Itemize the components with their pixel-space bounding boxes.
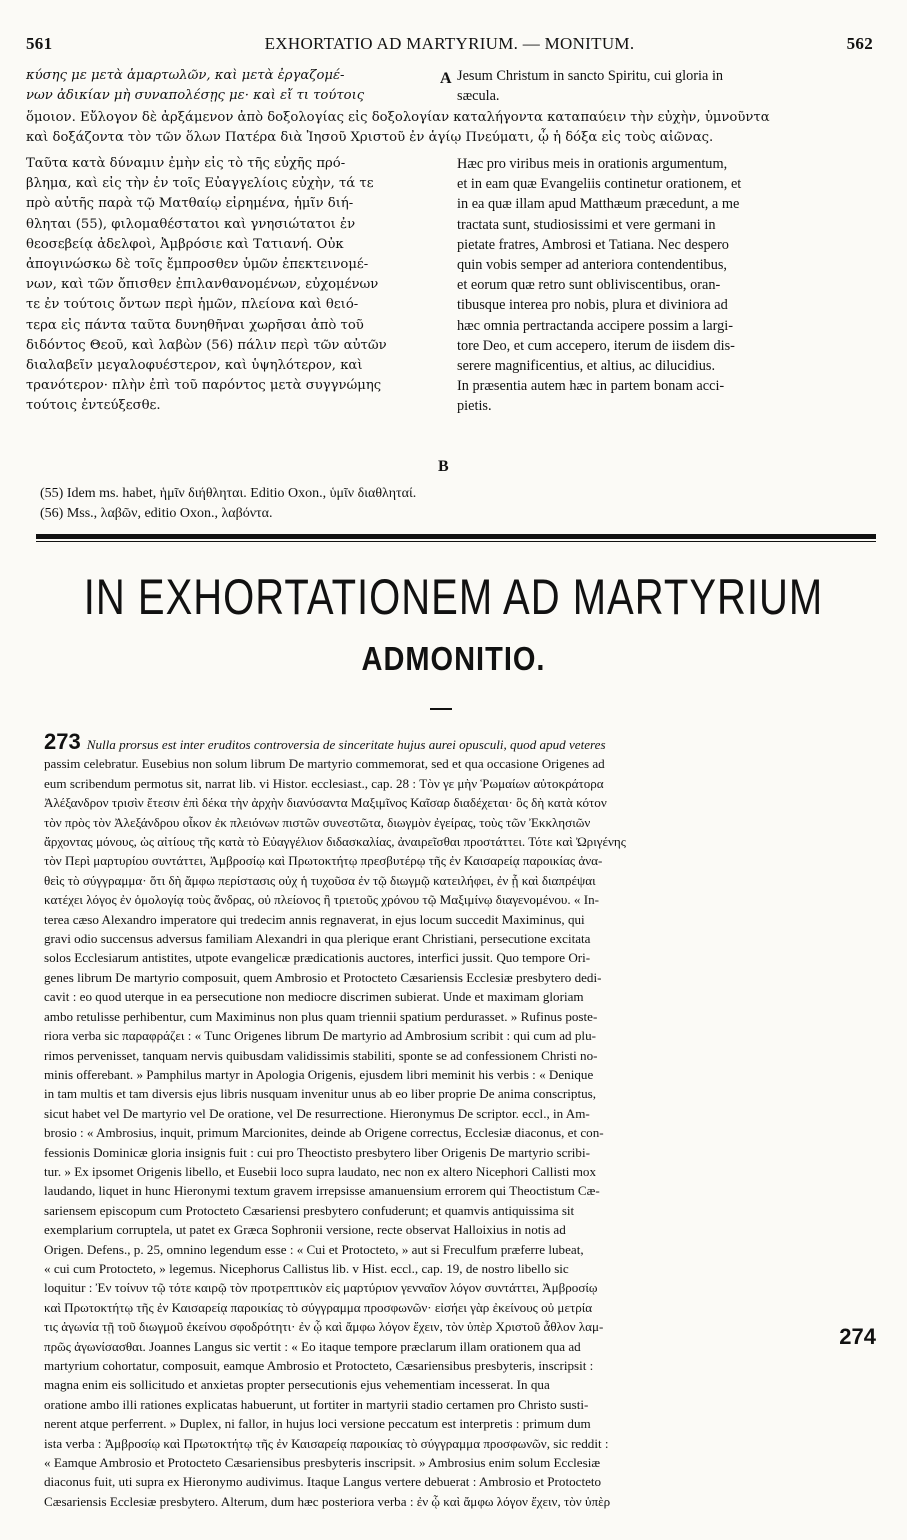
text-line: διαλαβεῖν μεγαλοφυέστερον, καὶ ὑψηλότερον, καὶ (26, 358, 363, 374)
title-dash (430, 708, 452, 710)
text-line: θληται (55), φιλομαθέστατοι καὶ γνησιώτατοι ἐν (26, 216, 356, 232)
text-line: quin vobis semper ad anteriora contendentibus, (457, 257, 727, 274)
text-line: Jesum Christum in sancto Spiritu, cui gloria in (457, 68, 724, 84)
text-line: laudando, liquet in hunc Hieronymi textum gravem irrepsisse amanuensium errorem qui Theoctistum Cæ- (44, 1183, 600, 1199)
running-title: EXHORTATIO AD MARTYRIUM. — MONITUM. (264, 34, 635, 53)
text-line: serere magnificentius, et altius, ac dilucidius. (457, 358, 716, 375)
text-line: sæcula. (457, 88, 500, 105)
text-line: magna enim eis sollicitudo et anxietas propter persecutionis ejus vehementiam incesserat. In qua (44, 1377, 550, 1393)
page-marker-273: 273 (44, 732, 81, 754)
text-line: riora verba sic παραφράζει : « Tunc Origenes librum De martyrio ad Ambrosium scribit : qui cum ad plu- (44, 1028, 596, 1044)
text-line: καὶ δοξάζοντα τὸν τῶν ὅλων Πατέρα διὰ Ἰησοῦ Χριστοῦ ἐν ἁγίῳ Πνεύματι, ᾧ ἡ δόξα εἰς τοὺς αἰῶνας. (26, 130, 714, 146)
text-line: cavit : eo quod uterque in ea persecutione non mediocre discrimen subierat. Unde et maximam gloriam (44, 989, 584, 1005)
text-line: sariensem episcopum cum Protocteto Cæsariensi presbytero confuderunt; et quamvis antiquissima sit (44, 1202, 575, 1218)
text-line: τὸν πρὸς τὸν Ἀλεξάνδρου οἶκον ἐκ πλειόνων πιστῶν συνεστῶτα, διωγμὸν ἐγείρας, τοὺς τῶν Ἐκκλησιῶν (44, 814, 591, 830)
text-line: τούτοις ἐντεύξεσθε. (26, 398, 161, 414)
text-line: minis offerebant. » Pamphilus martyr in Apologia Origenis, ejusdem libri meminit his verbis : « Denique (44, 1066, 594, 1082)
text-line: 273 Nulla prorsus est inter eruditos controversia de sinceritate hujus aurei opusculi, quod apud veteres (44, 732, 876, 754)
text-line: θεὶς τὸ σύγγραμμα· ὅτι δὴ ἄμφω περίστασις οὐχ ἡ τυχοῦσα ἐν τῷ διωγμῷ κατειλήφει, ἐν ᾗ καὶ διαπρέψαι (44, 872, 596, 888)
text-line: gravi odio succensus adversus familiam Alexandri in qua plerique erant Christiani, persecutione excitata (44, 931, 591, 947)
text-line: tractata sunt, studiosissimi et vere germani in (457, 216, 716, 233)
text-line: tibusque interea pro nobis, plura et diviniora ad (457, 297, 728, 314)
text-line: genes librum De martyrio composuit, quem Ambrosio et Protocteto Cæsariensis Ecclesiæ presbytero dedi- (44, 969, 602, 985)
text-line: πρῶς ἀγωνίσασθαι. Joannes Langus sic vertit : « Eo itaque tempore præclarum illam orationem qua ad (44, 1338, 581, 1354)
footnotes (40, 484, 860, 524)
top-right-latin (457, 66, 876, 106)
greek-column (26, 154, 431, 417)
text-line: ἄρχοντας μόνους, ὡς αἰτίους τῆς κατὰ τὸ Εὐαγγέλιον διδασκαλίας, ἀναιρεῖσθαι προστάττει. Τότε καὶ Ὠριγένης (44, 834, 626, 850)
text-line: sicut habet vel De martyrio vel De oratione, vel De resurrectione. Hieronymus De scriptor. eccl., in Am- (44, 1105, 590, 1121)
latin-column (457, 154, 876, 417)
text-line: solos Ecclesiarum antistites, utpote evangelicæ prædicationis auctores, interfici jussit. Quo tempore Ori- (44, 950, 591, 966)
admonitio-text (44, 732, 876, 1511)
text-line: τερα εἰς πάντα ταῦτα δυνηθῆναι χωρῆσαι ἀπὸ τοῦ (26, 317, 364, 333)
text-line: νων ἀδικίαν μὴ συναπολέσῃς με· καὶ εἴ τι τούτοις (26, 88, 365, 104)
margin-marker-b: B (438, 458, 449, 475)
text-line: in ea quæ illam apud Matthæum præcedunt, a me (457, 196, 740, 213)
text-line: τε ἐν τούτοις ὄντων περὶ ἡμῶν, πλείονα καὶ θειό- (26, 297, 359, 313)
text-line: θεοσεβείᾳ ἀδελφοὶ, Ἀμβρόσιε καὶ Τατιανή. Οὐκ (26, 236, 344, 252)
text-line: « Eamque Ambrosio et Protocteto Cæsariensibus presbyteris inscripsit. » Ambrosius enim solum Ecclesiæ (44, 1455, 601, 1471)
page-number-right: 562 (846, 34, 873, 53)
text-line: κατέχει λόγος ἐν ὁμολογίᾳ τοὺς ἄνδρας, οὐ πλείονος ἢ τριετοῦς χρόνου τῷ Μαξιμίνῳ διαγενομένου. « In- (44, 892, 599, 908)
text-line: loquitur : Ἐν τοίνυν τῷ τότε καιρῷ τὸν προτρεπτικὸν εἰς μαρτύριον γενναῖον λόγον συντάττει, Ἀμβροσίῳ (44, 1280, 598, 1296)
text-line: terea cæso Alexandro imperatore qui tredecim annis regnaverat, in ejus locum succedit Maximinus, qui (44, 911, 585, 927)
section-title: IN EXHORTATIONEM AD MARTYRIUM (83, 570, 824, 625)
text-line: brosio : « Ambrosius, inquit, primum Marcionites, deinde ab Origene correctus, Ecclesiæ diaconus, et con- (44, 1125, 604, 1141)
text-line: oratione ambo illi rationes explicatas habuerunt, ut fortiter in martyrii stadio certamen pro Christo susti- (44, 1396, 589, 1412)
text-line: nerent atque perferrent. » Duplex, ni fallor, in hujus loci versione peccatum est interpretis : primum dum (44, 1416, 591, 1432)
text-line: exemplarium corruptela, ut patet ex Græca Sophronii versione, recte observat Halloixius in notis ad (44, 1222, 566, 1238)
text-line: martyrium cohortatur, composuit, eamque Ambrosio et Protocteto, Cæsariensibus presbyteris, inscripsit : (44, 1358, 594, 1373)
text-line: rimos pervenisset, tanquam nervis quibusdam validissimis stabiliti, sponte se ad confessionem Christi no- (44, 1047, 598, 1063)
text-line: ambo retulisse perhibentur, cum Maximinus non plus quam triennii spatium perdurasset. » Rufinus poste- (44, 1008, 598, 1024)
running-header (26, 34, 873, 58)
text-line: κύσης με μετὰ ἁμαρτωλῶν, καὶ μετὰ ἐργαζομέ- (26, 68, 345, 83)
page-number-left: 561 (26, 34, 53, 53)
section-rule-thin (36, 541, 876, 542)
text-line: καὶ Πρωτοκτήτῳ τῆς ἐν Καισαρείᾳ παροικίας τὸ σύγγραμμα προσφωνῶν· εἰσήει γὰρ ἐκείνους οὐ μετρία (44, 1299, 593, 1315)
margin-marker-a: A (440, 70, 452, 87)
text-line: ἀπογινώσκω δὲ τοῖς ἔμπροσθεν ὑμῶν ἐπεκτεινομέ- (26, 257, 369, 273)
text-line: ista verba : Ἀμβροσίῳ καὶ Πρωτοκτήτῳ τῆς ἐν Καισαρείᾳ παροικίας τὸ σύγγραμμα προσφωνῶν, sic reddit : (44, 1435, 609, 1451)
text-line: Cæsariensis Ecclesiæ presbytero. Alterum, dum hæc posteriora verba : ἐν ᾧ καὶ ἄμφω λόγον ἔχειν, τὸν ὑπὲρ (44, 1493, 611, 1509)
text-line: τις ἀγωνία τῇ τοῦ διωγμοῦ ἐκείνου σφοδρότητι· ἐν ᾧ καὶ ἄμφω λόγον ἔχειν, τὸν ὑπὲρ Χριστοῦ ἆθλον λαμ- (44, 1319, 604, 1335)
text-line: pietis. (457, 398, 492, 415)
text-line: νων, καὶ τῶν ὄπισθεν ἐπιλανθανομένων, εὐχομένων (26, 277, 379, 293)
text-line: passim celebratur. Eusebius non solum librum De martyrio commemorat, sed et qua occasione Origenes ad (44, 756, 605, 772)
text-line: βλημα, καὶ εἰς τὴν ἐν τοῖς Εὐαγγελίοις εὐχὴν, τά τε (26, 176, 374, 192)
text-line: diaconus fuit, uti supra ex Hieronymo audivimus. Itaque Langus vertere debuerat : Ambrosio et Protocteto (44, 1474, 602, 1490)
text-line: διδόντος Θεοῦ, καὶ λαβὼν (56) πάλιν περὶ τῶν αὐτῶν (26, 337, 387, 353)
text-line: fessionis Dominicæ gloria insignis fuit : cui pro Theoctisto presbytero liber Origenis De martyrio scribi- (44, 1144, 590, 1160)
text-line: eum scribendum permotus sit, narrat lib. vi Histor. ecclesiast., cap. 28 : Τὸν γε μὴν Ῥωμαίων αὐτοκράτορα (44, 775, 604, 791)
text-line: πρὸ αὐτῆς παρὰ τῷ Ματθαίῳ εἰρημένα, ἡμῖν διή- (26, 196, 354, 212)
text-line: Hæc pro viribus meis in orationis argumentum, (457, 156, 728, 172)
page-marker-274: 274 (839, 1324, 876, 1349)
text-line: ὅμοιον. Εὔλογον δὲ ἀρξάμενον ἀπὸ δοξολογίας εἰς δοξολογίαν καταλήγοντα καταπαύειν τὴν εὐχὴν, ὑμνοῦντα (26, 110, 770, 125)
text-line: et eorum quæ retro sunt obliviscentibus, oran- (457, 277, 721, 294)
text-line: tore Deo, et cum accepero, iterum de iisdem dis- (457, 337, 735, 354)
footnote-55: (55) Idem ms. habet, ἡμῖν διήθληται. Editio Oxon., ὑμῖν διαθληταί. (40, 486, 417, 501)
text-line: « cui cum Protocteto, » legemus. Nicephorus Callistus lib. v Hist. eccl., cap. 19, de nostro libello sic (44, 1260, 569, 1276)
section-rule (36, 534, 876, 539)
text-line: Origen. Defens., p. 25, omnino legendum esse : « Cui et Protocteto, » aut si Freculfum præferre lubeat, (44, 1241, 584, 1257)
text-line: τρανότερον· πλὴν ἐπὶ τοῦ παρόντος μετὰ συγγνώμης (26, 378, 382, 394)
text-line: et in eam quæ Evangeliis continetur orationem, et (457, 176, 742, 193)
text-line: In præsentia autem hæc in partem bonam acci- (457, 378, 725, 395)
text-line: Ἀλέξανδρον τρισὶν ἔτεσιν ἐπὶ δέκα τὴν ἀρχὴν διανύσαντα Μαξιμῖνος Καῖσαρ διαδέχεται· ὃς δὴ κατὰ κότον (44, 795, 607, 811)
text-line: tur. » Ex ipsomet Origenis libello, et Eusebii loco supra laudato, nec non ex altero Nicephori Callisti mox (44, 1163, 597, 1179)
text-line: hæc omnia pertractanda accipere possim a largi- (457, 317, 734, 334)
footnote-56: (56) Mss., λαβῶν, editio Oxon., λαβόντα. (40, 506, 273, 521)
text-line: in tam multis et tam diversis ejus libris nusquam invenitur unus ab eo liber proprie De anima conscriptus, (44, 1086, 597, 1102)
text-line: Ταῦτα κατὰ δύναμιν ἐμὴν εἰς τὸ τῆς εὐχῆς πρό- (26, 156, 346, 171)
text-line: τὸν Περὶ μαρτυρίου συντάττει, Ἀμβροσίῳ καὶ Πρωτοκτήτῳ πρεσβυτέρῳ τῆς ἐν Καισαρείᾳ παροικίας ἀνα- (44, 853, 603, 869)
text-line: pietate fratres, Ambrosi et Tatiana. Nec despero (457, 236, 729, 253)
top-left-greek (26, 66, 431, 106)
full-width-greek (26, 108, 876, 148)
section-subtitle: ADMONITIO. (361, 641, 546, 678)
